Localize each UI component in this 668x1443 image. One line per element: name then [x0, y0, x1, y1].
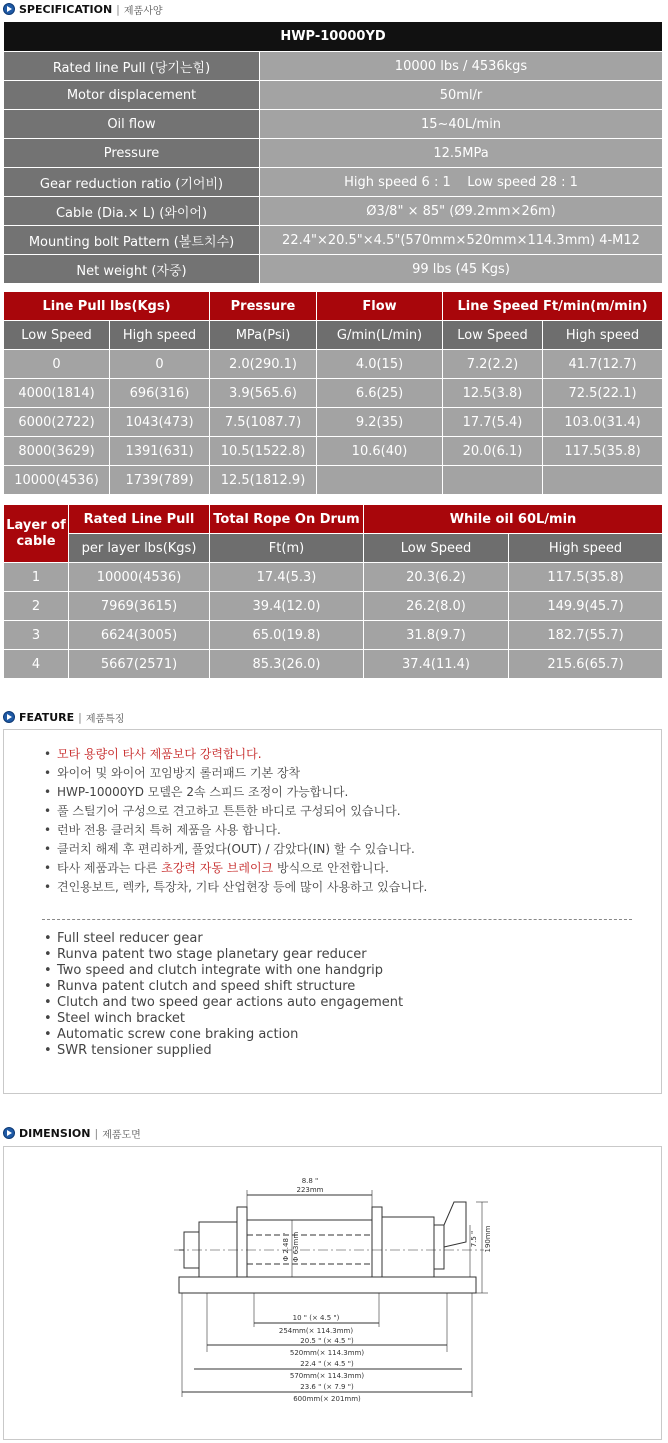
spec-table — [3, 21, 663, 284]
spec-label: Rated line Pull (당기는힘) — [4, 52, 260, 81]
dim-label: Φ 63mm — [292, 1231, 300, 1263]
list-item: • Steel winch bracket — [44, 1011, 403, 1027]
divider — [42, 919, 632, 920]
spec-label: Mounting bolt Pattern (볼트치수) — [4, 226, 260, 255]
spec-label: Motor displacement — [4, 81, 260, 110]
table-cell: 31.8(9.7) — [364, 621, 509, 650]
table-cell: 696(316) — [110, 379, 210, 408]
list-item: • 와이어 및 와이어 꼬임방지 롤러패드 기본 장착 — [44, 764, 427, 783]
subheader: Low Speed — [4, 321, 110, 350]
table-cell: 37.4(11.4) — [364, 650, 509, 679]
table-cell: 17.4(5.3) — [210, 563, 364, 592]
spec-label: Cable (Dia.× L) (와이어) — [4, 197, 260, 226]
spec-label: Oil flow — [4, 110, 260, 139]
spec-label: Gear reduction ratio (기어비) — [4, 168, 260, 197]
table-row — [4, 621, 663, 650]
subheader: High speed — [509, 534, 663, 563]
arrow-bullet-icon — [3, 3, 15, 15]
dimension-section-header: DIMENSION | 제품도면 — [0, 1124, 141, 1142]
table-cell: 72.5(22.1) — [543, 379, 663, 408]
table-cell: 20.0(6.1) — [443, 437, 543, 466]
list-item: • Two speed and clutch integrate with one handgrip — [44, 963, 403, 979]
clutch-handle — [444, 1202, 466, 1247]
table-cell: 1739(789) — [110, 466, 210, 495]
table-row — [4, 379, 663, 408]
dim-label: 520mm(× 114.3mm) — [289, 1349, 365, 1357]
table-cell: 39.4(12.0) — [210, 592, 364, 621]
arrow-bullet-icon — [3, 711, 15, 723]
header-line-pull: Line Pull lbs(Kgs) — [4, 292, 210, 321]
dim-label: 570mm(× 114.3mm) — [289, 1372, 365, 1380]
layer-table — [3, 504, 663, 679]
spec-value: 50ml/r — [260, 81, 663, 110]
dim-label: 8.8 " — [301, 1177, 319, 1185]
dim-label: 23.6 " (× 7.9 ") — [300, 1383, 354, 1391]
list-item: • 런바 전용 클러치 특허 제품을 사용 합니다. — [44, 821, 427, 840]
table-row — [4, 437, 663, 466]
winch-dimension-drawing — [4, 1147, 661, 1439]
table-row — [4, 563, 663, 592]
spec-value: 15~40L/min — [260, 110, 663, 139]
spec-value: 10000 lbs / 4536kgs — [260, 52, 663, 81]
table-row — [4, 466, 663, 495]
subheader: High speed — [110, 321, 210, 350]
section-subtitle: 제품사양 — [123, 5, 163, 17]
table-cell: 7.5(1087.7) — [210, 408, 317, 437]
table-cell: 215.6(65.7) — [509, 650, 663, 679]
table-cell: 4000(1814) — [4, 379, 110, 408]
table-cell: 0 — [4, 350, 110, 379]
arrow-bullet-icon — [3, 1127, 15, 1139]
spec-section-header: SPECIFICATION | 제품사양 — [0, 0, 163, 18]
table-cell: 10.6(40) — [317, 437, 443, 466]
dim-label: 600mm(× 201mm) — [293, 1395, 361, 1403]
spec-label: Net weight (자중) — [4, 255, 260, 284]
subheader: G/min(L/min) — [317, 321, 443, 350]
table-cell: 8000(3629) — [4, 437, 110, 466]
spec-value: 12.5MPa — [260, 139, 663, 168]
gearbox — [382, 1217, 434, 1277]
list-item: • 타사 제품과는 다른 초강력 자동 브레이크 방식으로 안전합니다. — [44, 859, 427, 878]
table-cell: 1 — [4, 563, 69, 592]
subheader: Ft(m) — [210, 534, 364, 563]
right-bracket — [372, 1207, 382, 1277]
left-bracket — [237, 1207, 247, 1277]
subheader: MPa(Psi) — [210, 321, 317, 350]
table-cell: 0 — [110, 350, 210, 379]
dim-label: 10 " (× 4.5 ") — [292, 1314, 340, 1322]
header-total-rope: Total Rope On Drum — [210, 505, 364, 534]
spec-value: 22.4"×20.5"×4.5"(570mm×520mm×114.3mm) 4-M12 — [260, 226, 663, 255]
subheader: Low Speed — [443, 321, 543, 350]
table-cell: 20.3(6.2) — [364, 563, 509, 592]
table-cell: 85.3(26.0) — [210, 650, 364, 679]
table-cell: 10000(4536) — [69, 563, 210, 592]
dim-label: Φ 2.48 " — [282, 1232, 290, 1262]
header-flow: Flow — [317, 292, 443, 321]
dim-label: 7.5 " — [470, 1230, 478, 1248]
model-name: HWP-10000YD — [4, 22, 663, 52]
subheader: Low Speed — [364, 534, 509, 563]
table-cell: 103.0(31.4) — [543, 408, 663, 437]
base-plate — [179, 1277, 476, 1293]
table-cell: 7.2(2.2) — [443, 350, 543, 379]
subheader: per layer lbs(Kgs) — [69, 534, 210, 563]
table-row — [4, 408, 663, 437]
table-cell — [443, 466, 543, 495]
table-row — [4, 350, 663, 379]
header-pressure: Pressure — [210, 292, 317, 321]
dimension-box — [3, 1146, 662, 1440]
table-cell: 1043(473) — [110, 408, 210, 437]
header-while-oil: While oil 60L/min — [364, 505, 663, 534]
header-rated-line-pull: Rated Line Pull — [69, 505, 210, 534]
table-cell: 9.2(35) — [317, 408, 443, 437]
dim-label: 223mm — [296, 1186, 324, 1194]
spec-value: Ø3/8" × 85" (Ø9.2mm×26m) — [260, 197, 663, 226]
dim-label: 20.5 " (× 4.5 ") — [300, 1337, 354, 1345]
table-cell: 4 — [4, 650, 69, 679]
list-item: • Automatic screw cone braking action — [44, 1027, 403, 1043]
section-title: DIMENSION — [19, 1126, 91, 1140]
spec-value: High speed 6 : 1 Low speed 28 : 1 — [260, 168, 663, 197]
section-subtitle: 제품특징 — [85, 713, 125, 725]
table-cell: 12.5(3.8) — [443, 379, 543, 408]
table-cell: 41.7(12.7) — [543, 350, 663, 379]
table-cell: 26.2(8.0) — [364, 592, 509, 621]
table-row — [4, 650, 663, 679]
feature-list-korean — [44, 745, 427, 897]
dim-label: 254mm(× 114.3mm) — [278, 1327, 354, 1335]
table-cell: 10000(4536) — [4, 466, 110, 495]
subheader: High speed — [543, 321, 663, 350]
table-cell: 6.6(25) — [317, 379, 443, 408]
list-item: • SWR tensioner supplied — [44, 1043, 403, 1059]
table-cell: 6624(3005) — [69, 621, 210, 650]
header-line-speed: Line Speed Ft/min(m/min) — [443, 292, 663, 321]
table-cell: 117.5(35.8) — [543, 437, 663, 466]
table-cell: 7969(3615) — [69, 592, 210, 621]
list-item: • 모타 용량이 타사 제품보다 강력합니다. — [44, 745, 427, 764]
dim-label: 22.4 " (× 4.5 ") — [300, 1360, 354, 1368]
table-cell: 12.5(1812.9) — [210, 466, 317, 495]
table-cell: 4.0(15) — [317, 350, 443, 379]
section-subtitle: 제품도면 — [102, 1129, 141, 1141]
list-item: • 풀 스틸기어 구성으로 견고하고 튼튼한 바디로 구성되어 있습니다. — [44, 802, 427, 821]
table-cell: 6000(2722) — [4, 408, 110, 437]
dim-label: 190mm — [484, 1225, 492, 1253]
list-item: • Runva patent clutch and speed shift structure — [44, 979, 403, 995]
performance-table — [3, 291, 663, 495]
motor-body — [199, 1222, 237, 1277]
spec-value: 99 lbs (45 Kgs) — [260, 255, 663, 284]
list-item: • 클러치 해제 후 편리하게, 풀었다(OUT) / 감았다(IN) 할 수 있습니다. — [44, 840, 427, 859]
table-cell: 2.0(290.1) — [210, 350, 317, 379]
list-item: • Full steel reducer gear — [44, 931, 403, 947]
table-cell: 117.5(35.8) — [509, 563, 663, 592]
table-cell: 182.7(55.7) — [509, 621, 663, 650]
header-layer: Layer of cable — [4, 505, 69, 563]
list-item: • Clutch and two speed gear actions auto engagement — [44, 995, 403, 1011]
feature-section-header: FEATURE | 제품특징 — [0, 708, 124, 726]
table-cell: 1391(631) — [110, 437, 210, 466]
table-cell — [317, 466, 443, 495]
list-item: • Runva patent two stage planetary gear reducer — [44, 947, 403, 963]
section-title: FEATURE — [19, 710, 75, 724]
list-item: • 견인용보트, 렉카, 특장차, 기타 산업현장 등에 많이 사용하고 있습니다. — [44, 878, 427, 897]
table-cell: 65.0(19.8) — [210, 621, 364, 650]
drum — [247, 1220, 372, 1277]
table-cell: 5667(2571) — [69, 650, 210, 679]
spec-label: Pressure — [4, 139, 260, 168]
table-cell: 3.9(565.6) — [210, 379, 317, 408]
highlight-text: 초강력 자동 브레이크 — [161, 861, 274, 875]
feature-list-english — [44, 931, 403, 1059]
table-cell: 17.7(5.4) — [443, 408, 543, 437]
table-cell: 10.5(1522.8) — [210, 437, 317, 466]
table-row — [4, 592, 663, 621]
feature-box — [3, 729, 662, 1094]
table-cell: 149.9(45.7) — [509, 592, 663, 621]
table-cell: 3 — [4, 621, 69, 650]
section-title: SPECIFICATION — [19, 2, 113, 16]
list-item: • HWP-10000YD 모델은 2속 스피드 조정이 가능합니다. — [44, 783, 427, 802]
table-cell: 2 — [4, 592, 69, 621]
table-cell — [543, 466, 663, 495]
